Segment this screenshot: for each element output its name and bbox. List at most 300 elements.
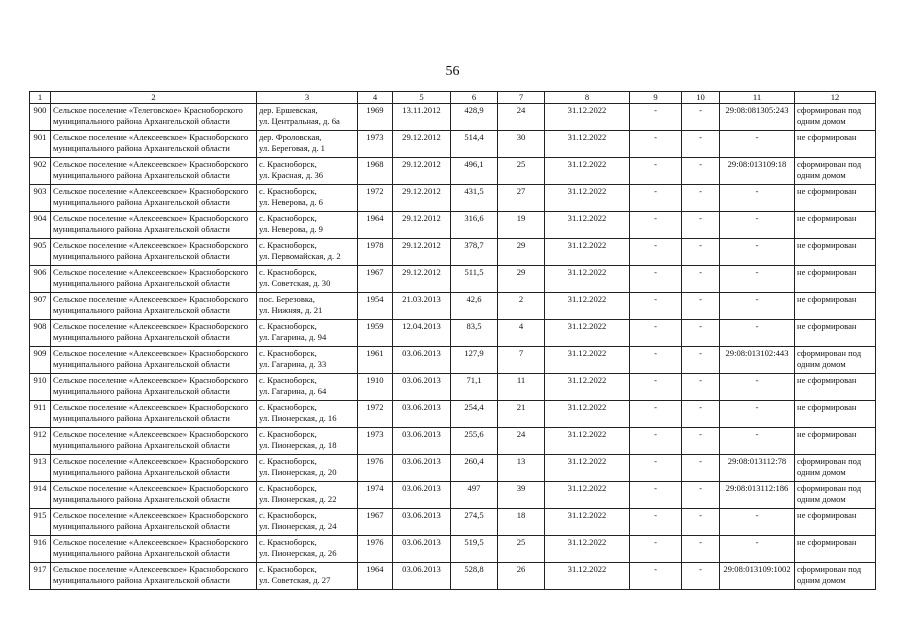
- cell-number: 914: [30, 482, 51, 509]
- cell-residents: 25: [498, 158, 545, 185]
- cell-date: 29.12.2012: [393, 212, 451, 239]
- cell-settlement: [51, 509, 257, 536]
- cell-land-status: [795, 293, 876, 320]
- column-header-10: 10: [682, 92, 720, 104]
- cell-col9: -: [630, 482, 682, 509]
- cell-col10: -: [682, 374, 720, 401]
- cell-land-status-line: одним домом: [797, 466, 846, 477]
- cell-address: [257, 185, 358, 212]
- table-row: [30, 482, 876, 509]
- cell-residents: 21: [498, 401, 545, 428]
- cell-settlement-line: Сельское поселение «Алексеевское» Красноборского: [53, 402, 249, 412]
- cell-deadline: 31.12.2022: [545, 401, 630, 428]
- cell-address-line: с. Красноборск,: [259, 537, 317, 547]
- column-header-11: 11: [720, 92, 795, 104]
- cell-col9: -: [630, 158, 682, 185]
- cell-number: 909: [30, 347, 51, 374]
- cell-cadastral-number: 29:08:013112:186: [720, 482, 795, 509]
- cell-residents: 2: [498, 293, 545, 320]
- cell-address-line: ул. Пионерская, д. 18: [259, 439, 337, 450]
- cell-settlement-line: Сельское поселение «Алексеевское» Красноборского: [53, 294, 249, 304]
- cell-deadline: 31.12.2022: [545, 428, 630, 455]
- cell-area: 127,9: [451, 347, 498, 374]
- cell-year: 1967: [358, 509, 393, 536]
- cell-land-status: [795, 104, 876, 131]
- cell-settlement: [51, 293, 257, 320]
- cell-land-status-line: сформирован под: [797, 348, 862, 358]
- cell-date: 29.12.2012: [393, 266, 451, 293]
- cell-col9: -: [630, 536, 682, 563]
- cell-land-status: [795, 428, 876, 455]
- cell-deadline: 31.12.2022: [545, 374, 630, 401]
- column-header-8: 8: [545, 92, 630, 104]
- column-header-3: 3: [257, 92, 358, 104]
- cell-address-line: с. Красноборск,: [259, 375, 317, 385]
- table-header: [30, 92, 876, 104]
- cell-deadline: 31.12.2022: [545, 212, 630, 239]
- housing-registry-table: [29, 91, 876, 590]
- cell-settlement-line: муниципального района Архангельской области: [53, 574, 230, 585]
- cell-area: 497: [451, 482, 498, 509]
- cell-settlement-line: Сельское поселение «Алексеевское» Красноборского: [53, 375, 249, 385]
- cell-address-line: ул. Первомайская, д. 2: [259, 250, 341, 261]
- cell-settlement-line: Сельское поселение «Алексеевское» Красноборского: [53, 537, 249, 547]
- cell-number: 901: [30, 131, 51, 158]
- cell-settlement-line: Сельское поселение «Алексеевское» Красноборского: [53, 213, 249, 223]
- cell-col9: -: [630, 347, 682, 374]
- cell-residents: 24: [498, 428, 545, 455]
- cell-settlement: [51, 401, 257, 428]
- cell-land-status-line: не сформирован: [797, 240, 857, 250]
- cell-residents: 27: [498, 185, 545, 212]
- cell-cadastral-number: -: [720, 131, 795, 158]
- column-header-1: 1: [30, 92, 51, 104]
- cell-number: 903: [30, 185, 51, 212]
- cell-col9: -: [630, 374, 682, 401]
- cell-col9: -: [630, 185, 682, 212]
- cell-col10: -: [682, 455, 720, 482]
- cell-residents: 4: [498, 320, 545, 347]
- cell-col9: -: [630, 293, 682, 320]
- cell-date: 29.12.2012: [393, 185, 451, 212]
- cell-col10: -: [682, 158, 720, 185]
- cell-settlement-line: Сельское поселение «Алексеевское» Красноборского: [53, 510, 249, 520]
- cell-cadastral-number: 29:08:013112:78: [720, 455, 795, 482]
- cell-col10: -: [682, 131, 720, 158]
- cell-col10: -: [682, 104, 720, 131]
- cell-settlement-line: муниципального района Архангельской области: [53, 250, 230, 261]
- cell-address: [257, 509, 358, 536]
- cell-settlement-line: муниципального района Архангельской области: [53, 358, 230, 369]
- cell-cadastral-number: -: [720, 536, 795, 563]
- cell-settlement: [51, 374, 257, 401]
- cell-address: [257, 158, 358, 185]
- cell-address: [257, 212, 358, 239]
- cell-col9: -: [630, 104, 682, 131]
- cell-date: 13.11.2012: [393, 104, 451, 131]
- cell-area: 274,5: [451, 509, 498, 536]
- cell-cadastral-number: -: [720, 401, 795, 428]
- cell-col9: -: [630, 563, 682, 590]
- cell-settlement: [51, 320, 257, 347]
- cell-settlement-line: муниципального района Архангельской области: [53, 547, 230, 558]
- cell-settlement-line: Сельское поселение «Алексеевское» Красноборского: [53, 564, 249, 574]
- column-header-4: 4: [358, 92, 393, 104]
- cell-residents: 29: [498, 266, 545, 293]
- cell-date: 03.06.2013: [393, 428, 451, 455]
- cell-address: [257, 266, 358, 293]
- cell-col10: -: [682, 509, 720, 536]
- cell-number: 917: [30, 563, 51, 590]
- cell-date: 03.06.2013: [393, 455, 451, 482]
- cell-deadline: 31.12.2022: [545, 239, 630, 266]
- cell-settlement-line: муниципального района Архангельской области: [53, 493, 230, 504]
- cell-year: 1968: [358, 158, 393, 185]
- cell-residents: 26: [498, 563, 545, 590]
- cell-settlement: [51, 455, 257, 482]
- cell-cadastral-number: 29:08:013102:443: [720, 347, 795, 374]
- cell-address: [257, 374, 358, 401]
- cell-land-status-line: сформирован под: [797, 483, 862, 493]
- cell-settlement-line: Сельское поселение «Алексеевское» Красноборского: [53, 348, 249, 358]
- cell-date: 03.06.2013: [393, 482, 451, 509]
- cell-deadline: 31.12.2022: [545, 104, 630, 131]
- cell-address-line: с. Красноборск,: [259, 564, 317, 574]
- cell-residents: 19: [498, 212, 545, 239]
- cell-area: 378,7: [451, 239, 498, 266]
- cell-area: 316,6: [451, 212, 498, 239]
- cell-deadline: 31.12.2022: [545, 536, 630, 563]
- cell-number: 900: [30, 104, 51, 131]
- cell-year: 1959: [358, 320, 393, 347]
- cell-date: 03.06.2013: [393, 509, 451, 536]
- cell-settlement-line: муниципального района Архангельской области: [53, 196, 230, 207]
- cell-number: 906: [30, 266, 51, 293]
- cell-address-line: с. Красноборск,: [259, 510, 317, 520]
- cell-land-status-line: сформирован под: [797, 564, 862, 574]
- cell-settlement-line: Сельское поселение «Алексеевское» Красноборского: [53, 267, 249, 277]
- table-body: [30, 104, 876, 590]
- table-row: [30, 401, 876, 428]
- cell-residents: 39: [498, 482, 545, 509]
- cell-address: [257, 104, 358, 131]
- cell-address-line: ул. Нижняя, д. 21: [259, 304, 323, 315]
- cell-col9: -: [630, 212, 682, 239]
- cell-address: [257, 347, 358, 374]
- cell-number: 908: [30, 320, 51, 347]
- cell-number: 911: [30, 401, 51, 428]
- cell-land-status-line: одним домом: [797, 574, 846, 585]
- cell-col10: -: [682, 320, 720, 347]
- column-header-9: 9: [630, 92, 682, 104]
- table-row: [30, 185, 876, 212]
- cell-land-status: [795, 266, 876, 293]
- cell-year: 1969: [358, 104, 393, 131]
- cell-col9: -: [630, 320, 682, 347]
- cell-address-line: ул. Гагарина, д. 33: [259, 358, 327, 369]
- cell-area: 496,1: [451, 158, 498, 185]
- cell-land-status-line: одним домом: [797, 115, 846, 126]
- cell-date: 03.06.2013: [393, 563, 451, 590]
- cell-land-status: [795, 131, 876, 158]
- cell-settlement: [51, 347, 257, 374]
- cell-number: 913: [30, 455, 51, 482]
- cell-settlement-line: Сельское поселение «Алексеевское» Красноборского: [53, 240, 249, 250]
- cell-number: 904: [30, 212, 51, 239]
- cell-address: [257, 239, 358, 266]
- column-header-7: 7: [498, 92, 545, 104]
- cell-settlement-line: муниципального района Архангельской области: [53, 439, 230, 450]
- cell-area: 528,8: [451, 563, 498, 590]
- cell-date: 03.06.2013: [393, 536, 451, 563]
- cell-area: 519,5: [451, 536, 498, 563]
- table-row: [30, 509, 876, 536]
- cell-col10: -: [682, 563, 720, 590]
- cell-settlement-line: муниципального района Архангельской области: [53, 385, 230, 396]
- cell-land-status: [795, 563, 876, 590]
- cell-settlement-line: муниципального района Архангельской области: [53, 142, 230, 153]
- cell-settlement-line: Сельское поселение «Алексеевское» Красноборского: [53, 429, 249, 439]
- cell-settlement: [51, 482, 257, 509]
- cell-deadline: 31.12.2022: [545, 509, 630, 536]
- cell-cadastral-number: -: [720, 266, 795, 293]
- cell-settlement: [51, 536, 257, 563]
- cell-year: 1976: [358, 455, 393, 482]
- cell-land-status: [795, 185, 876, 212]
- cell-year: 1976: [358, 536, 393, 563]
- column-header-12: 12: [795, 92, 876, 104]
- cell-date: 29.12.2012: [393, 158, 451, 185]
- cell-settlement: [51, 185, 257, 212]
- cell-cadastral-number: -: [720, 374, 795, 401]
- cell-land-status-line: одним домом: [797, 169, 846, 180]
- cell-settlement-line: муниципального района Архангельской области: [53, 331, 230, 342]
- cell-address: [257, 428, 358, 455]
- cell-settlement: [51, 212, 257, 239]
- cell-settlement: [51, 131, 257, 158]
- cell-number: 915: [30, 509, 51, 536]
- cell-date: 03.06.2013: [393, 347, 451, 374]
- cell-land-status: [795, 536, 876, 563]
- cell-date: 03.06.2013: [393, 401, 451, 428]
- cell-year: 1910: [358, 374, 393, 401]
- cell-address-line: пос. Березовка,: [259, 294, 315, 304]
- cell-deadline: 31.12.2022: [545, 131, 630, 158]
- cell-col9: -: [630, 239, 682, 266]
- cell-settlement: [51, 104, 257, 131]
- cell-address-line: ул. Гагарина, д. 64: [259, 385, 327, 396]
- cell-col10: -: [682, 428, 720, 455]
- cell-cadastral-number: 29:08:013109:1002: [720, 563, 795, 590]
- cell-col9: -: [630, 131, 682, 158]
- cell-deadline: 31.12.2022: [545, 158, 630, 185]
- cell-address-line: с. Красноборск,: [259, 240, 317, 250]
- cell-col9: -: [630, 266, 682, 293]
- cell-residents: 30: [498, 131, 545, 158]
- cell-land-status-line: не сформирован: [797, 267, 857, 277]
- cell-cadastral-number: 29:08:081305:243: [720, 104, 795, 131]
- cell-deadline: 31.12.2022: [545, 455, 630, 482]
- cell-land-status-line: не сформирован: [797, 213, 857, 223]
- table-row: [30, 455, 876, 482]
- cell-settlement: [51, 563, 257, 590]
- cell-land-status-line: не сформирован: [797, 429, 857, 439]
- cell-settlement-line: муниципального района Архангельской области: [53, 115, 230, 126]
- cell-year: 1973: [358, 131, 393, 158]
- cell-col9: -: [630, 509, 682, 536]
- table-row: [30, 131, 876, 158]
- cell-date: 03.06.2013: [393, 374, 451, 401]
- cell-land-status-line: не сформирован: [797, 321, 857, 331]
- cell-area: 514,4: [451, 131, 498, 158]
- cell-address-line: дер. Фроловская,: [259, 132, 322, 142]
- cell-address-line: ул. Красная, д. 36: [259, 169, 324, 180]
- cell-year: 1967: [358, 266, 393, 293]
- cell-area: 83,5: [451, 320, 498, 347]
- cell-year: 1972: [358, 185, 393, 212]
- cell-col10: -: [682, 401, 720, 428]
- cell-land-status: [795, 347, 876, 374]
- cell-col10: -: [682, 482, 720, 509]
- cell-land-status-line: сформирован под: [797, 456, 862, 466]
- table-row: [30, 158, 876, 185]
- cell-settlement-line: муниципального района Архангельской области: [53, 169, 230, 180]
- cell-address-line: с. Красноборск,: [259, 159, 317, 169]
- cell-address-line: ул. Пионерская, д. 22: [259, 493, 337, 504]
- cell-year: 1964: [358, 563, 393, 590]
- cell-settlement-line: муниципального района Архангельской области: [53, 277, 230, 288]
- cell-land-status-line: не сформирован: [797, 402, 857, 412]
- cell-land-status-line: не сформирован: [797, 186, 857, 196]
- cell-col9: -: [630, 428, 682, 455]
- cell-deadline: 31.12.2022: [545, 320, 630, 347]
- cell-land-status-line: одним домом: [797, 493, 846, 504]
- table-row: [30, 563, 876, 590]
- table-row: [30, 293, 876, 320]
- cell-settlement-line: Сельское поселение «Алексеевское» Красноборского: [53, 132, 249, 142]
- cell-land-status: [795, 239, 876, 266]
- cell-settlement-line: муниципального района Архангельской области: [53, 412, 230, 423]
- cell-address-line: ул. Советская, д. 30: [259, 277, 331, 288]
- cell-col10: -: [682, 293, 720, 320]
- cell-area: 254,4: [451, 401, 498, 428]
- cell-col10: -: [682, 185, 720, 212]
- cell-address-line: ул. Гагарина, д. 94: [259, 331, 327, 342]
- cell-address-line: с. Красноборск,: [259, 429, 317, 439]
- cell-cadastral-number: -: [720, 185, 795, 212]
- cell-residents: 7: [498, 347, 545, 374]
- cell-address-line: ул. Пионерская, д. 26: [259, 547, 337, 558]
- cell-cadastral-number: -: [720, 428, 795, 455]
- cell-year: 1961: [358, 347, 393, 374]
- cell-residents: 18: [498, 509, 545, 536]
- cell-cadastral-number: -: [720, 320, 795, 347]
- cell-settlement-line: Сельское поселение «Телеговское» Красноборского: [53, 105, 243, 115]
- cell-address-line: с. Красноборск,: [259, 213, 317, 223]
- cell-address: [257, 320, 358, 347]
- cell-cadastral-number: -: [720, 509, 795, 536]
- column-number-row: [30, 92, 876, 104]
- cell-settlement-line: муниципального района Архангельской области: [53, 223, 230, 234]
- cell-address-line: с. Красноборск,: [259, 456, 317, 466]
- cell-address-line: с. Красноборск,: [259, 402, 317, 412]
- cell-settlement: [51, 266, 257, 293]
- cell-land-status-line: не сформирован: [797, 510, 857, 520]
- column-header-2: 2: [51, 92, 257, 104]
- table-row: [30, 212, 876, 239]
- cell-settlement-line: муниципального района Архангельской области: [53, 520, 230, 531]
- cell-land-status: [795, 212, 876, 239]
- cell-deadline: 31.12.2022: [545, 482, 630, 509]
- cell-address: [257, 131, 358, 158]
- cell-address: [257, 482, 358, 509]
- column-header-6: 6: [451, 92, 498, 104]
- cell-settlement-line: Сельское поселение «Алексеевское» Красноборского: [53, 159, 249, 169]
- cell-year: 1974: [358, 482, 393, 509]
- cell-col10: -: [682, 239, 720, 266]
- cell-residents: 29: [498, 239, 545, 266]
- cell-col10: -: [682, 266, 720, 293]
- cell-land-status-line: не сформирован: [797, 132, 857, 142]
- cell-settlement: [51, 158, 257, 185]
- cell-date: 12.04.2013: [393, 320, 451, 347]
- cell-year: 1972: [358, 401, 393, 428]
- cell-year: 1964: [358, 212, 393, 239]
- cell-area: 511,5: [451, 266, 498, 293]
- cell-address-line: ул. Пионерская, д. 16: [259, 412, 337, 423]
- cell-year: 1973: [358, 428, 393, 455]
- cell-land-status: [795, 374, 876, 401]
- cell-address: [257, 401, 358, 428]
- cell-cadastral-number: -: [720, 239, 795, 266]
- cell-cadastral-number: -: [720, 293, 795, 320]
- cell-address-line: ул. Советская, д. 27: [259, 574, 331, 585]
- cell-col10: -: [682, 347, 720, 374]
- cell-number: 910: [30, 374, 51, 401]
- cell-address: [257, 536, 358, 563]
- cell-settlement-line: Сельское поселение «Алексеевское» Красноборского: [53, 483, 249, 493]
- cell-date: 29.12.2012: [393, 239, 451, 266]
- cell-deadline: 31.12.2022: [545, 185, 630, 212]
- table-row: [30, 239, 876, 266]
- table-row: [30, 104, 876, 131]
- cell-land-status: [795, 482, 876, 509]
- cell-land-status-line: одним домом: [797, 358, 846, 369]
- cell-address-line: с. Красноборск,: [259, 483, 317, 493]
- cell-address-line: ул. Пионерская, д. 20: [259, 466, 337, 477]
- cell-residents: 11: [498, 374, 545, 401]
- cell-col10: -: [682, 536, 720, 563]
- cell-area: 71,1: [451, 374, 498, 401]
- cell-area: 42,6: [451, 293, 498, 320]
- cell-address: [257, 563, 358, 590]
- cell-number: 916: [30, 536, 51, 563]
- cell-address: [257, 293, 358, 320]
- cell-address-line: с. Красноборск,: [259, 186, 317, 196]
- table-row: [30, 347, 876, 374]
- cell-date: 29.12.2012: [393, 131, 451, 158]
- cell-settlement-line: Сельское поселение «Алексеевское» Красноборского: [53, 186, 249, 196]
- cell-land-status: [795, 401, 876, 428]
- table-row: [30, 374, 876, 401]
- table-row: [30, 428, 876, 455]
- cell-land-status-line: сформирован под: [797, 105, 862, 115]
- cell-address-line: дер. Ершевская,: [259, 105, 318, 115]
- cell-deadline: 31.12.2022: [545, 293, 630, 320]
- cell-area: 431,5: [451, 185, 498, 212]
- cell-area: 260,4: [451, 455, 498, 482]
- cell-settlement-line: муниципального района Архангельской области: [53, 304, 230, 315]
